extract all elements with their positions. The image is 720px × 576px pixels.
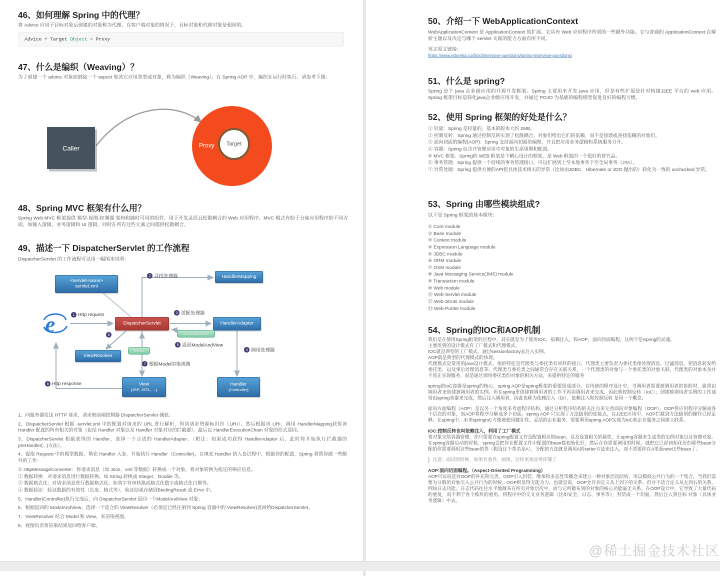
step-circle-5: 5 [176,342,179,347]
step-circle-3: 3 [175,310,178,315]
handler-controller-box [217,377,260,397]
module-item: ⑫ Web-Struts module [428,298,475,304]
handler-line2: (Controller) [228,387,249,392]
benefit-item: ① 轻量：Spring 是轻量的，基本的版本大约 2MB。 [428,125,535,131]
workflow-substep: ③ 数据格式化：对请求消息进行数据格式化。如将字符串转换成格式化数字或格式化日期等。 [18,480,212,486]
proxy-label: Proxy [199,142,215,149]
dispatcher-servlet-box: DispatcherServlet [115,317,169,331]
q50-external-link[interactable]: https://www.edureka.co/blog/interview-questions/spring-interview-questions/ [428,53,573,58]
module-item: ④ Expression Language module [428,243,496,250]
q50-heading: 50、介绍一下 WebApplicationContext [428,16,579,26]
module-item: ② Bean module [428,230,462,236]
code-block [18,32,344,47]
module-item: ⑪ Web-Servlet module [428,291,477,298]
flow-label-3: 3 适配处理器 [175,310,205,316]
module-item: ⑦ OXM module [428,264,461,270]
q53-heading: 53、Spring 由哪些模块组成? [428,199,540,209]
q54-paragraph: 代理模式是常用的java设计模式，他的特征是代理类与委托类有同样的接口，代理类主要负责为委托类预处理消息、过滤消息、把消息转发给委托类，以及事后处理消息等。代理类与委托类之间通常会存在关联关系，一个代理类的对象与一个委托类的对象关联，代理类的对象本身并不真正实现服务，而是通过调用委托类的对象的相关方法，来提供特定的服务 [428,360,716,378]
handler-mapping-box: HandlerMapping [215,271,263,283]
module-item: ⑧ Java Messaging Service(JMS) module [428,271,514,277]
workflow-step: 4、提取 Request 中的模型数据，填充 Handler 入参，开始执行 Handler（Controller)。在填充 Handler 的入参过程中，根据你的配置，Spring 将帮你做一些额外的工作： [18,451,347,464]
q54-ioc-intro: spring的IoC容器是spring的核心，spring AOP是spring框架的重要组成部分。在传统的程序设计中，当调用者需要被调用者的协助时，通常由调用者来创建被调用者的实例。但在spring里创建被调用者的工作不再由调用者来完成，因此称控制反转（IoC）；创建被调用者实例的工作通常由spring容器来完成，然后注入调用者，因此也称为依赖注入（DI），依赖注入和控制反转 是同一个概念。 [428,383,716,401]
flow-label-1: 1 Http request [72,312,104,318]
interview-note: 注意：面试的时候，如果有条件，画图，这样更加显得你懂了 [428,457,716,463]
q46-body: 将 Advice 应用于目标对象后创建的对象称为代理。在客户端对象的情况下，目标对象和代理对象是相同的。 [18,22,247,28]
proxy-donut [192,106,272,186]
workflow-step: 2、DispatcherServlet 根据 -servlet.xml 中的配置对请求的 URL 进行解析，得到请求资源标识符（URI）。然后根据该 URI，调用 HandlerMapping获得该 Handler 配置的所有相关的对象（包括 Handler 对象以及 Handler 对象对应的拦截器），最后以 HandlerExecutionChain 对象的形式返回。 [18,420,347,433]
q52-heading: 52、使用 Spring 框架的好处是什么？ [428,112,572,122]
model-badge: Model [128,347,150,355]
benefit-item: ⑤ MVC 框架：Spring的 WEB 框架是个精心设计的框架，是 Web 框架的一个很好的替代品。 [428,152,621,159]
dispatcherservlet-flow-diagram [0,267,363,411]
q54-aop-intro: 面向方面编程（AOP）是以另一个角度来考虑程序结构，通过分析程序结构的关注点来完善面向对象编程（OOP）。OOP将应用程序分解成各个层次的对象，而AOP将程序分解成多个切面。spring AOP 只实现了方法级别的连接点，在J2EE应用中，AOP拦截到方法级别的操作已经足够。在spring中，未来springIoC方便地使用健壮性、灵活的企业服务，需要利用spring AOP实现为IoC和企业服务之间建立联系。 [428,405,716,423]
module-item: ⑩ Web module [428,284,460,291]
module-item: ⑤ JDBC module [428,250,463,257]
code-token-object: Object [70,36,88,42]
aop-body: AOP可以说是对OOP的补充和完善。OOP引入封装、继承和多态性等概念来建立一种对象层次结构，用以模拟公共行为的一个集合。当我们需要为分散的对象引入公共行为的时候，OOP则显得无能为力。也就是说，OOP允许你定义从上到下的关系，但并不适合定义从左到右的关系。例如日志功能。日志代码往往水平地散布在所有对象层次中，而与它所散布到的对象的核心功能毫无关系。在OOP设计中，它导致了大量代码的重复，而不利于各个模块的重用。将程序中的交叉业务逻辑（比如安全、日志、事务等），封装成一个切面，然后注入到目标 对象（具体业务逻辑）中去。 [428,474,716,503]
page-right [366,0,720,561]
q53-modules-list [428,223,716,312]
servlet-xml-line2: servlet.xml [75,283,98,289]
caller-box: Caller [47,127,95,169]
flow-label-4: 4 调用处理器 [245,347,275,353]
q54-paragraph: AOP就是典型的代理模式的体现。 [428,354,498,360]
servlet-xml-box [55,275,118,293]
module-item: ③ Context module [428,237,467,243]
handler-line1: Handler [230,381,247,387]
workflow-step: 6、根据返回的 ModelAndView，选择一个适合的 ViewResolver（必须是已经注册到 Spring 容器中的 ViewResolver)返回给DispatcherServlet。 [18,504,313,511]
q48-heading: 48、Spring MVC 框架有什么用？ [18,203,146,213]
q48-body: Spring Web MVC 框架提供 模型-视图-控制器 架构和随时可用的组件，用于开发灵活且松散耦合的 Web 应用程序。MVC 模式有助于分离应用程序的不同方面，如输入逻辑，业务逻辑和 UI 逻辑，同时在所有这些元素之间提供松散耦合。 [18,215,348,228]
ioc-subheading: IOC:控制反转也叫依赖注入，利用了工厂模式 [428,428,521,434]
q50-link-label: 英文原文链接： [428,46,462,52]
workflow-steps [18,412,347,531]
workflow-step: 8、视图负责将渲染结果返回给客户端。 [18,522,101,528]
step-circle-1: 1 [72,312,75,317]
svg-text:e: e [45,312,56,337]
workflow-step: 3、DispatcherServlet 根据获得的 Handler，选择一个合适的 HandlerAdapter。（附注：如果成功获得 HandlerAdapter 后，此时将开始执行拦截器的 preHandler(...)方法）。 [18,436,347,448]
benefit-item: ② 控制反转：Spring 通过控制反转实现了松散耦合，对象们给出它们的依赖，而不是创建或查找依赖的对象们。 [428,132,660,138]
q47-heading: 47、什么是编织（Weaving）？ [18,62,139,72]
code-text: Advice + Target [24,36,71,42]
target-circle [218,128,250,160]
page-gap-band [0,561,720,571]
step-circle-8: 8 [46,381,49,386]
workflow-substep: ④ 数据验证：验证数据的有效性（长度、格式等），验证结果存储到BindingResult 或 Error 中。 [18,486,215,493]
module-item: ⑬ Web-Portlet module [428,305,476,311]
q54-heading: 54、Spring的IOC和AOP机制 [428,325,541,335]
module-item: ① Core module [428,223,461,229]
view-line2: (JSP, JSTL, ...) [130,387,158,392]
q54-paragraph: 主要用到的设计模式有工厂模式和代理模式。 [428,342,520,348]
module-item: ⑨ Transaction module [428,278,475,284]
ioc-body: 将对象交给容器管理，你只需要在spring配置文件总配置相应的bean，以及设置相关的属性，让spring容器来生成类的实例对象以及管理对象。在spring容器启动的时候，spring会把你在配置文件中配置的bean都初始化好，然后在你需要调用的时候，就把它已经初始化好的那些bean分配给你需要调用这些bean的类（假设这个类名是A），分配的方法就是调用A的setter方法来注入，而不需要你在A里面new这些bean了。 [428,434,716,452]
benefit-item: ④ 容器：Spring 包含并管理应用中对象的生命周期和配置。 [428,145,552,152]
q50-body: WebApplicationContext 是 ApplicationContext 的扩展。它具有 Web 应用程序所需的一些额外功能。它与普通的 ApplicationContext 在解析主题以及决定与哪个 servlet 关联的能力方面有所不同。 [428,29,716,42]
q47-body: 为了创建一个 advice 对象而链接一个 aspect 和其它应用类型或对象，称为编织（Weaving）。在 Spring AOP 中，编织在运行时执行。请参考下图： [18,74,331,80]
page-left [0,0,363,561]
q54-body [428,337,716,504]
workflow-substep: ① HttpMessageConverter：将请求消息（如 Json、xml 等数据）转换成一个对象，将对象转换为指定的响应信息。 [18,466,256,472]
q51-body: Spring 是个 java 企业级应用的开源开发框架。Spring 主要用来开发 java 应用，但是有些扩展是针对构建J2EE 平台的 web 应用。Spring 框架目标是简化java企业级应用开发，并通过 POJO 为基础的编程模型促进良好的编程习惯。 [428,88,716,101]
module-item: ⑥ ORM module [428,257,462,264]
aop-subheading: AOP:面向切面编程。（Aspect-Oriented Programming） [428,468,546,474]
step-circle-2: 2 [148,273,151,278]
workflow-step: 7、ViewResolver 结合 Model 和 View，来渲染视图。 [18,513,129,519]
q54-paragraph: IOC就是典型的工厂模式，通过sessionfactory去注入实例。 [428,348,549,354]
benefit-item: ⑥ 事务管理：Spring 提供一个持续的事务管理接口，可以扩展到上至本地事务下至全局事务（JTA）。 [428,159,638,166]
workflow-substep: ② 数据转换：对请求消息进行数据转换。如 String 转换成 Integer、Double 等。 [18,473,184,479]
watermark: @稀土掘金技术社区 [589,543,720,559]
flow-label-6 [106,332,113,338]
workflow-step: 5、Handler(Controller)执行完成后，向 DispatcherServlet 返回一个ModelAndView 对象； [18,495,203,502]
q52-benefits-list [428,125,716,173]
step-circle-6: 6 [107,332,110,337]
q49-intro: DispatcherServlet 的工作流程可以用一幅图来说明： [18,256,130,262]
q49-heading: 49、描述一下 DispatcherServlet 的工作流程 [18,243,190,253]
view-resolver-box: ViewResolver [75,350,121,362]
workflow-step: 1、向服务器发送 HTTP 请求，请求被前端控制器 DispatcherServlet 捕获。 [18,412,174,418]
flow-label-5: 5 返回ModelAndView [176,342,224,348]
target-label: Target [226,141,242,147]
q46-heading: 46、如何理解 Spring 中的代理？ [18,10,145,20]
step-circle-4: 4 [245,347,248,352]
flow-label-8: 8 Http response [46,381,82,387]
servlet-xml-line1: <servlet-name> [69,278,103,284]
handler-adapter-box: HandlerAdapter [213,317,261,331]
q53-intro: 以下是 Spring 框架的基本模块： [428,212,498,218]
view-box [122,377,166,397]
view-line1: View [138,381,150,387]
q51-heading: 51、什么是 spring? [428,76,505,86]
modelandview-badge: ModelAndView [177,330,215,338]
flow-label-2: 2 寻找处理器 [148,273,178,279]
proxy-diagram [18,95,348,197]
q54-paragraph: 我们是在使用Spring框架的过程中，其实就是为了使用IOC，依赖注入，和AOP，面向切面编程，这两个是Spring的灵魂。 [428,337,675,342]
flow-label-7: 7 根据Model渲染视图 [143,361,191,367]
ie-browser-icon [42,309,68,340]
benefit-item: ③ 面向切面的编程(AOP)：Spring 支持面向切面的编程，并且把应用业务逻辑和系统服务分开。 [428,139,626,145]
code-text-tail: = Proxy [87,36,111,42]
benefit-item: ⑦ 异常处理：Spring 提供方便的API把具体技术相关的异常（比如由JDBC、Hibernate or JDO 抛出的）转化为一致的 unchecked 异常。 [428,166,710,172]
step-circle-7: 7 [143,361,146,366]
